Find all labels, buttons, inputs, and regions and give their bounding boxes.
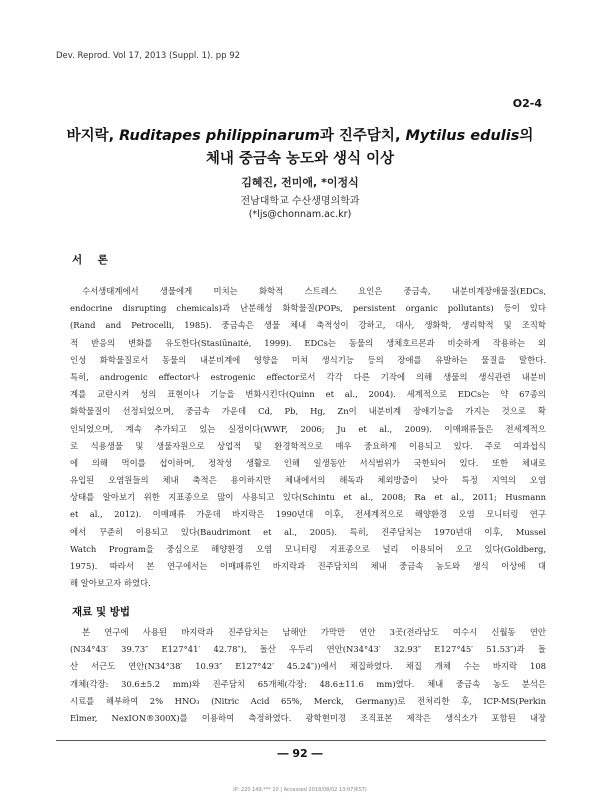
text-line: 계를 교란시켜 성의 표현이나 기능을 변화시킨다(Quinn et al., 2004). 세계적으로 EDCs는 약 67종의 xyxy=(70,389,546,400)
contact-email: (*ljs@chonnam.ac.kr) xyxy=(248,209,352,220)
title-text: 바지락, xyxy=(66,128,120,144)
text-line: 개체(각장: 30.6±5.2 mm)와 진주담치 65개체(각장: 48.6±11.6 mm)였다. 체내 중금속 농도 분석은 xyxy=(70,678,546,689)
text-line: (N34°43′ 39.73″ E127°41′ 42.78″), 돌산 우두리 연안(N34°43′ 32.93″ E127°45′ 51.53″)과 돌 xyxy=(70,644,546,655)
text-line: et al., 2012). 이매패류 가운데 바지락은 1990년대 이후, 전세계적으로 해양환경 오염 모니터링 연구 xyxy=(70,509,546,520)
page-number: ― 92 ― xyxy=(277,747,323,760)
title-text: 의 xyxy=(519,128,534,144)
text-line: 인성 화학물질로서 동물의 내분비계에 영향을 미쳐 생식기능 등의 장애를 유발하는 물질을 말한다. xyxy=(70,354,546,365)
methods-paragraph xyxy=(70,624,546,727)
title-scientific-name: Mytilus edulis xyxy=(405,128,520,144)
text-line: 해 알아보고자 하였다. xyxy=(70,578,151,589)
text-line: 유입된 오염원들의 체내 축적은 용이하지만 체내에서의 해독과 체외방출이 낮아 특정 지역의 오염 xyxy=(70,475,546,486)
access-watermark: IP: 220.149.*** 10 | Accessed 2018/08/02 13:07(KST) xyxy=(233,787,367,793)
text-line: endocrine disrupting chemicals)과 난분해성 화학물질(POPs, persistent organic pollutants) 등이 있다 xyxy=(70,303,546,314)
abstract-code: O2-4 xyxy=(512,97,542,110)
text-line: (Rand and Petrocelli, 1985). 중금속은 생물 체내 축적성이 강하고, 대사, 생화학, 생리학적 및 조직학 xyxy=(70,320,546,331)
text-line: 에서 꾸준히 이용되고 있다(Baudrimont et al., 2005). 특히, 진주담치는 1970년대 이후, Mussel xyxy=(70,526,546,537)
text-line: 에 의해 먹이를 섭이하며, 정착성 생활로 인해 일생동안 서식범위가 국한되어 있다. 또한 체내로 xyxy=(70,457,546,468)
introduction-paragraph xyxy=(70,283,546,592)
authors: 김혜진, 전미애, *이정식 xyxy=(241,176,359,189)
section-heading-introduction: 서 론 xyxy=(72,254,114,266)
text-line: 로 식용생물 및 생물자원으로 상업적 및 환경학적으로 매우 중요하게 이용되고 있다. 주로 여과섭식 xyxy=(70,440,546,451)
text-line: 본 연구에 사용된 바지락과 진주담치는 남해안 가막만 연안 3곳(전라남도 여수시 신월동 연안 xyxy=(82,627,546,637)
text-line: 시료를 해부하여 2% HNO₃ (Nitric Acid 65%, Merck, Germany)로 전처리한 후, ICP-MS(Perkin xyxy=(70,695,546,706)
text-line: Watch Program을 중심으로 해양환경 오염 모니터링 지표종으로 널리 이용되어 오고 있다(Goldberg, xyxy=(70,543,546,554)
text-line: 산 서근도 연안(N34°38′ 10.93″ E127°42′ 45.24″))에서 채집하였다. 채집 개체 수는 바지락 108 xyxy=(70,661,546,672)
affiliation: 전남대학교 수산생명의학과 xyxy=(240,196,360,207)
text-line: 특히, androgenic effector나 estrogenic effector로서 각각 다른 기작에 의해 생물의 생식관련 내분비 xyxy=(70,371,546,382)
text-line: 적 반응의 변화를 유도한다(Stasiūnaitė, 1999). EDCs는 동물의 생체호르몬과 비슷하게 작용하는 외 xyxy=(70,337,546,348)
section-heading-methods: 재료 및 방법 xyxy=(72,606,131,618)
paper-title-line-1 xyxy=(40,124,560,145)
text-line: 상태를 알아보기 위한 지표종으로 많이 사용되고 있다(Schintu et al., 2008; Ra et al., 2011; Husmann xyxy=(70,492,546,503)
text-line: 인되었으며, 계속 추가되고 있는 실정이다(WWF, 2006; Ju et al., 2009). 이매패류들은 전세계적으 xyxy=(70,423,546,434)
text-line: 1975). 따라서 본 연구에서는 이매패류인 바지락과 진주담치의 체내 중금속 농도와 생식 이상에 대 xyxy=(70,561,546,571)
footer-divider xyxy=(56,740,546,741)
running-head: Dev. Reprod. Vol 17, 2013 (Suppl. 1). pp 92 xyxy=(56,51,241,61)
paper-title-line-2: 체내 중금속 농도와 생식 이상 xyxy=(205,151,395,167)
text-line: 수서생태계에서 생물에게 미치는 화학적 스트레스 요인은 중금속, 내분비계장애물질(EDCs, xyxy=(82,286,546,296)
text-line: Elmer, NexION®300X)를 이용하여 측정하였다. 광학현미경 조직표본 제작은 생식소가 포함된 내장 xyxy=(70,712,546,723)
title-scientific-name: Ruditapes philippinarum xyxy=(119,128,320,144)
title-text: 과 진주담치, xyxy=(319,128,406,144)
text-line: 화학물질이 선정되었으며, 중금속 가운데 Cd, Pb, Hg, Zn이 내분비계 장애기능을 가지는 것으로 확 xyxy=(70,406,546,417)
